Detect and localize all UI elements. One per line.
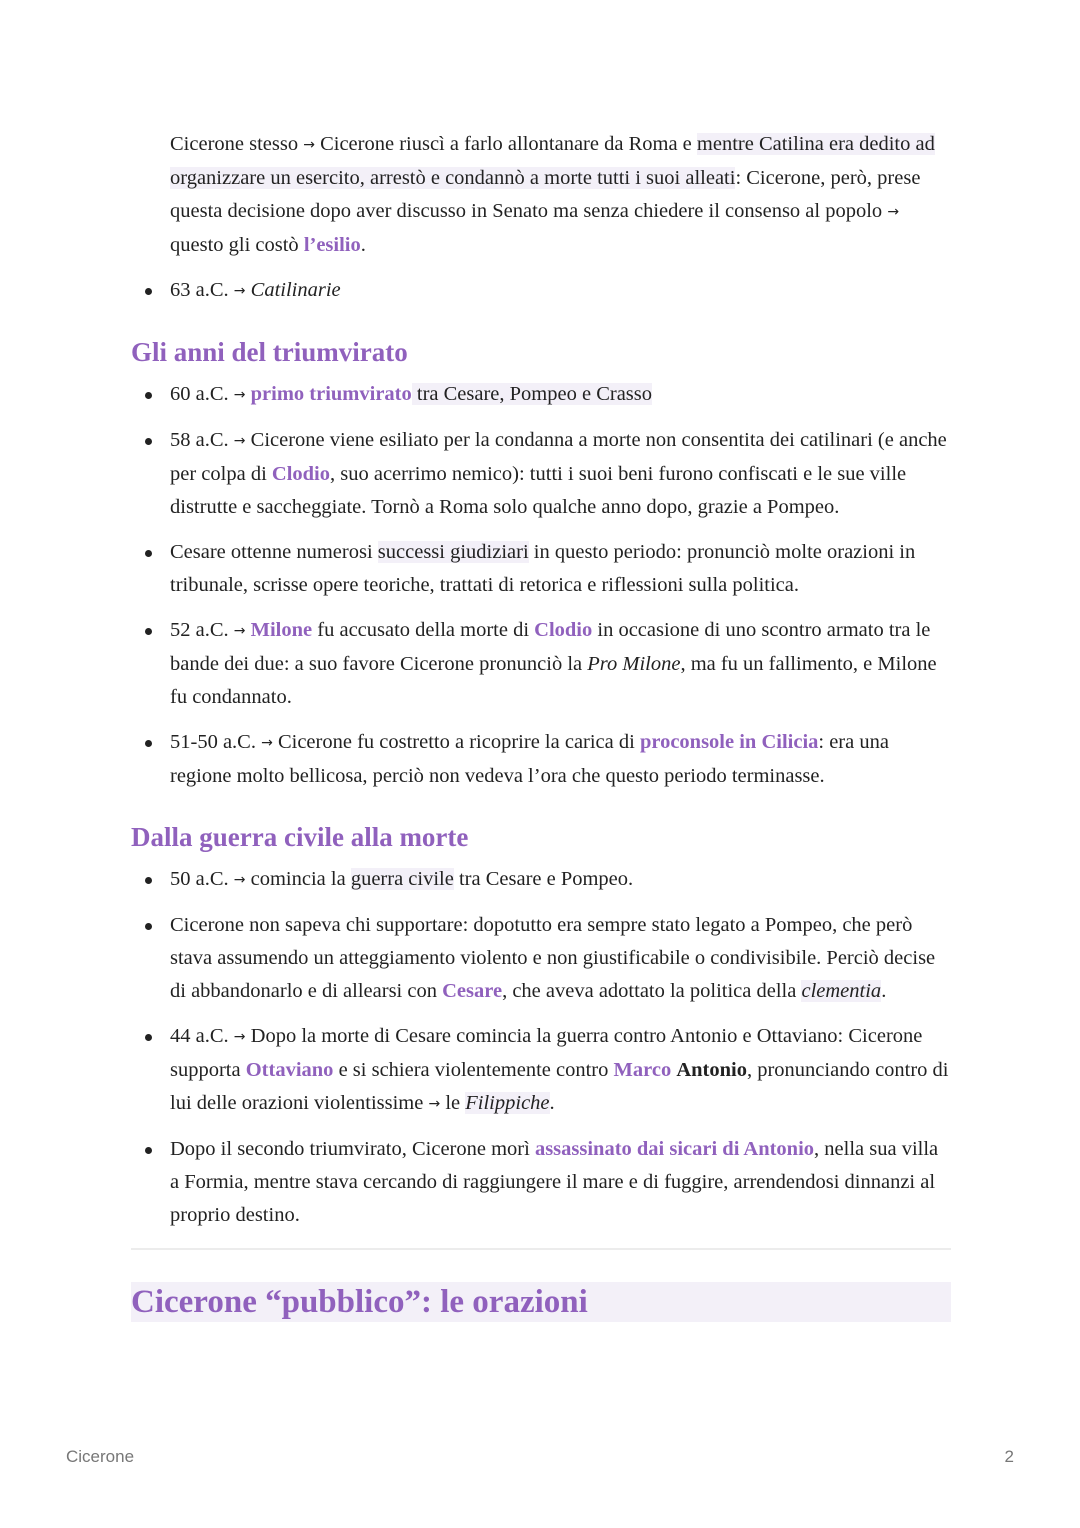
text: Cicerone stesso bbox=[170, 133, 304, 155]
accent-text: Marco bbox=[613, 1059, 672, 1081]
date: 52 a.C. bbox=[170, 619, 234, 641]
list-item bbox=[131, 378, 951, 412]
date: 44 a.C. bbox=[170, 1025, 234, 1047]
highlight-text: guerra civile bbox=[350, 868, 454, 890]
text: le bbox=[440, 1092, 466, 1114]
accent-text: l’esilio bbox=[303, 234, 361, 256]
list-item bbox=[131, 1020, 951, 1121]
page-content bbox=[131, 128, 951, 1322]
list-item bbox=[131, 424, 951, 524]
date: 58 a.C. bbox=[170, 429, 234, 451]
list-item bbox=[131, 536, 951, 602]
date: 60 a.C. bbox=[170, 383, 234, 405]
arrow-right-icon: → bbox=[303, 137, 315, 153]
arrow-right-icon: → bbox=[233, 1029, 246, 1045]
text: , pronunciando contro di lui delle orazioni violentissime bbox=[170, 1059, 949, 1114]
arrow-right-icon: → bbox=[887, 204, 900, 220]
highlight-text: successi giudiziari bbox=[377, 541, 529, 563]
list-item bbox=[131, 726, 951, 793]
section-heading-triumvirato: Gli anni del triumvirato bbox=[131, 337, 408, 367]
accent-text: primo triumvirato bbox=[250, 383, 412, 405]
accent-text: Milone bbox=[250, 619, 313, 641]
bullet-list-triumvirato bbox=[131, 378, 951, 793]
arrow-right-icon: → bbox=[428, 1096, 441, 1112]
text: Cicerone non sapeva chi supportare: dopotutto era sempre stato legato a Pompeo, che però stava assumendo un atteggiamento violento e non giustificabile o condivisibile. Perciò decise di abbandonarlo e di allearsi con bbox=[170, 914, 936, 1002]
accent-text: Cesare bbox=[442, 980, 503, 1002]
italic-text: Filippiche bbox=[465, 1092, 550, 1114]
text: Cesare ottenne numerosi bbox=[170, 541, 378, 563]
text: e si schiera violentemente contro bbox=[333, 1059, 614, 1081]
bullet-list-guerra-civile bbox=[131, 863, 951, 1232]
arrow-right-icon: → bbox=[233, 433, 246, 449]
arrow-right-icon: → bbox=[233, 872, 246, 888]
text: , suo acerrimo nemico): tutti i suoi beni furono confiscati e le sue ville distrutte e saccheggiate. Tornò a Roma solo qualche anno dopo, grazie a Pompeo. bbox=[170, 463, 907, 518]
text: tra Cesare e Pompeo. bbox=[453, 868, 634, 890]
section-heading-guerra-civile: Dalla guerra civile alla morte bbox=[131, 822, 469, 852]
text: Cicerone fu costretto a ricoprire la carica di bbox=[272, 731, 640, 753]
italic-text: Pro Milone bbox=[587, 653, 681, 675]
accent-text: proconsole in Cilicia bbox=[639, 731, 819, 753]
list-item bbox=[131, 863, 951, 897]
text: fu accusato della morte di bbox=[312, 619, 535, 641]
text: : era una regione molto bellicosa, perciò non vedeva l’ora che questo periodo terminasse. bbox=[170, 731, 889, 787]
accent-text: Clodio bbox=[271, 463, 330, 485]
text: . bbox=[881, 980, 887, 1002]
page-number: 2 bbox=[1004, 1447, 1014, 1466]
text: , ma fu un fallimento, e Milone fu condannato. bbox=[170, 653, 937, 708]
text: Dopo la morte di Cesare comincia la guerra contro Antonio e Ottaviano: Cicerone supporta bbox=[170, 1025, 923, 1081]
date: 63 a.C. bbox=[170, 279, 234, 301]
text: . bbox=[360, 234, 366, 256]
list-item bbox=[131, 274, 951, 308]
text: in questo periodo: pronunciò molte orazioni in tribunale, scrisse opere teoriche, trattati di retorica e riflessioni sulla politica. bbox=[170, 541, 916, 596]
italic-text: clementia bbox=[801, 980, 882, 1002]
list-item bbox=[131, 1133, 951, 1232]
text: . bbox=[549, 1092, 555, 1114]
text: comincia la bbox=[245, 868, 351, 890]
arrow-right-icon: → bbox=[233, 623, 246, 639]
text: Cicerone riuscì a farlo allontanare da Roma e bbox=[314, 133, 697, 155]
footer-title: Cicerone bbox=[66, 1447, 135, 1466]
next-section-heading: Cicerone “pubblico”: le orazioni bbox=[131, 1282, 951, 1322]
accent-text: Clodio bbox=[534, 619, 593, 641]
italic-text: Catilinarie bbox=[245, 279, 341, 301]
arrow-right-icon: → bbox=[233, 283, 246, 299]
date: 51-50 a.C. bbox=[170, 731, 262, 753]
intro-paragraph bbox=[131, 128, 951, 262]
list-item bbox=[131, 614, 951, 714]
arrow-right-icon: → bbox=[261, 735, 273, 751]
section-divider bbox=[131, 1248, 951, 1250]
bullet-list-catilinarie bbox=[131, 274, 951, 308]
text: in occasione di uno scontro armato tra le bande dei due: a suo favore Cicerone pronunciò la bbox=[170, 619, 931, 675]
accent-text: assassinato dai sicari di Antonio bbox=[534, 1138, 815, 1160]
highlight-text: tra Cesare, Pompeo e Crasso bbox=[411, 383, 653, 405]
text: : Cicerone, però, prese questa decisione dopo aver discusso in Senato ma senza chiedere il consenso al popolo bbox=[170, 167, 921, 222]
date: 50 a.C. bbox=[170, 868, 234, 890]
text: Dopo il secondo triumvirato, Cicerone morì bbox=[170, 1138, 535, 1160]
list-item bbox=[131, 909, 951, 1008]
text: questo gli costò bbox=[170, 234, 304, 256]
text: Cicerone viene esiliato per la condanna a morte non consentita dei catilinari (e anche per colpa di bbox=[170, 429, 947, 485]
bold-text: Antonio bbox=[676, 1059, 747, 1081]
text: , che aveva adottato la politica della bbox=[502, 980, 802, 1002]
arrow-right-icon: → bbox=[233, 387, 246, 403]
text: , nella sua villa a Formia, mentre stava cercando di raggiungere il mare e di fuggire, arrendendosi dinnanzi al proprio destino. bbox=[170, 1138, 939, 1226]
highlight-text: mentre Catilina era dedito ad organizzare un esercito, arrestò e condannò a morte tutti i suoi alleati bbox=[170, 133, 935, 189]
accent-text: Ottaviano bbox=[245, 1059, 334, 1081]
